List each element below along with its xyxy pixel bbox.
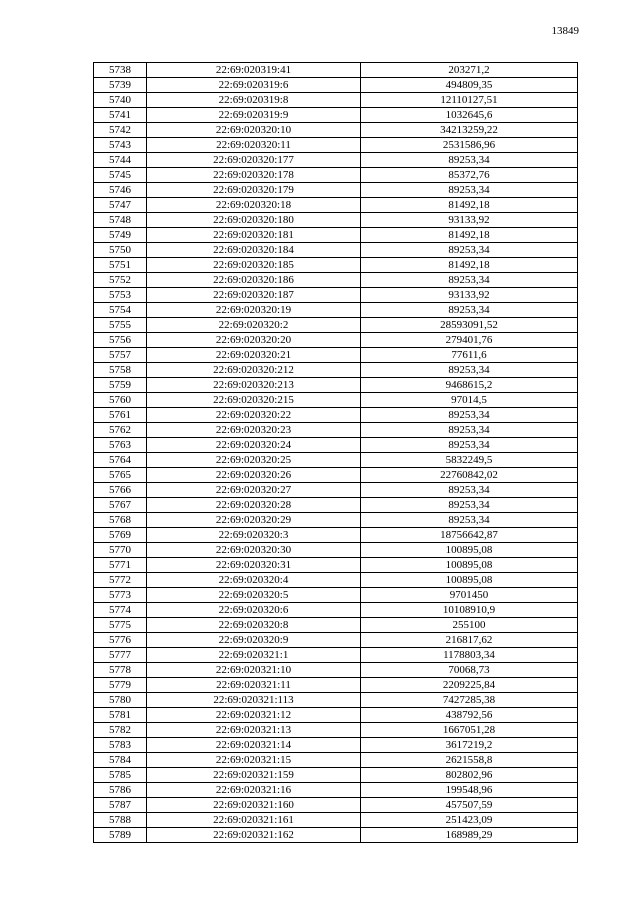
table-row	[94, 228, 578, 243]
cadastral-number-cell: 22:69:020319:8	[147, 93, 361, 108]
table-row	[94, 348, 578, 363]
table-row	[94, 78, 578, 93]
cadastral-number-cell: 22:69:020320:25	[147, 453, 361, 468]
cadastral-number-cell: 22:69:020321:14	[147, 738, 361, 753]
table-row	[94, 243, 578, 258]
table-row	[94, 783, 578, 798]
value-cell: 81492,18	[361, 258, 578, 273]
table-row	[94, 198, 578, 213]
value-cell: 251423,09	[361, 813, 578, 828]
value-cell: 10108910,9	[361, 603, 578, 618]
table-row	[94, 333, 578, 348]
row-number-cell: 5756	[94, 333, 147, 348]
cadastral-number-cell: 22:69:020320:179	[147, 183, 361, 198]
row-number-cell: 5740	[94, 93, 147, 108]
table-row	[94, 213, 578, 228]
row-number-cell: 5752	[94, 273, 147, 288]
row-number-cell: 5744	[94, 153, 147, 168]
row-number-cell: 5770	[94, 543, 147, 558]
table-row	[94, 378, 578, 393]
cadastral-number-cell: 22:69:020321:1	[147, 648, 361, 663]
table-row	[94, 588, 578, 603]
value-cell: 18756642,87	[361, 528, 578, 543]
table-row	[94, 63, 578, 78]
cadastral-number-cell: 22:69:020321:162	[147, 828, 361, 843]
cadastral-number-cell: 22:69:020321:12	[147, 708, 361, 723]
row-number-cell: 5739	[94, 78, 147, 93]
row-number-cell: 5742	[94, 123, 147, 138]
cadastral-number-cell: 22:69:020320:9	[147, 633, 361, 648]
table-row	[94, 648, 578, 663]
value-cell: 1667051,28	[361, 723, 578, 738]
row-number-cell: 5788	[94, 813, 147, 828]
cadastral-number-cell: 22:69:020320:3	[147, 528, 361, 543]
value-cell: 216817,62	[361, 633, 578, 648]
cadastral-number-cell: 22:69:020319:6	[147, 78, 361, 93]
value-cell: 93133,92	[361, 288, 578, 303]
value-cell: 802802,96	[361, 768, 578, 783]
value-cell: 2209225,84	[361, 678, 578, 693]
cadastral-number-cell: 22:69:020321:10	[147, 663, 361, 678]
row-number-cell: 5773	[94, 588, 147, 603]
value-cell: 22760842,02	[361, 468, 578, 483]
row-number-cell: 5762	[94, 423, 147, 438]
cadastral-number-cell: 22:69:020321:161	[147, 813, 361, 828]
table-row	[94, 273, 578, 288]
table-row	[94, 438, 578, 453]
cadastral-number-cell: 22:69:020320:21	[147, 348, 361, 363]
table-row	[94, 123, 578, 138]
row-number-cell: 5774	[94, 603, 147, 618]
table-row	[94, 393, 578, 408]
table-row	[94, 738, 578, 753]
value-cell: 89253,34	[361, 153, 578, 168]
row-number-cell: 5779	[94, 678, 147, 693]
value-cell: 34213259,22	[361, 123, 578, 138]
cadastral-number-cell: 22:69:020321:11	[147, 678, 361, 693]
table-row	[94, 453, 578, 468]
table-row	[94, 153, 578, 168]
row-number-cell: 5786	[94, 783, 147, 798]
value-cell: 93133,92	[361, 213, 578, 228]
value-cell: 12110127,51	[361, 93, 578, 108]
row-number-cell: 5784	[94, 753, 147, 768]
row-number-cell: 5757	[94, 348, 147, 363]
value-cell: 438792,56	[361, 708, 578, 723]
table-body	[94, 63, 578, 843]
value-cell: 89253,34	[361, 408, 578, 423]
value-cell: 279401,76	[361, 333, 578, 348]
value-cell: 89253,34	[361, 423, 578, 438]
row-number-cell: 5771	[94, 558, 147, 573]
cadastral-number-cell: 22:69:020320:26	[147, 468, 361, 483]
value-cell: 89253,34	[361, 183, 578, 198]
cadastral-number-cell: 22:69:020320:27	[147, 483, 361, 498]
row-number-cell: 5782	[94, 723, 147, 738]
table-row	[94, 798, 578, 813]
cadastral-value-table	[93, 62, 578, 843]
table-row	[94, 258, 578, 273]
cadastral-number-cell: 22:69:020320:24	[147, 438, 361, 453]
cadastral-number-cell: 22:69:020320:31	[147, 558, 361, 573]
value-cell: 28593091,52	[361, 318, 578, 333]
cadastral-number-cell: 22:69:020319:41	[147, 63, 361, 78]
cadastral-number-cell: 22:69:020320:8	[147, 618, 361, 633]
value-cell: 494809,35	[361, 78, 578, 93]
row-number-cell: 5776	[94, 633, 147, 648]
cadastral-number-cell: 22:69:020320:178	[147, 168, 361, 183]
value-cell: 5832249,5	[361, 453, 578, 468]
value-cell: 100895,08	[361, 558, 578, 573]
value-cell: 203271,2	[361, 63, 578, 78]
value-cell: 168989,29	[361, 828, 578, 843]
value-cell: 2531586,96	[361, 138, 578, 153]
table-row	[94, 138, 578, 153]
cadastral-number-cell: 22:69:020320:2	[147, 318, 361, 333]
value-cell: 1032645,6	[361, 108, 578, 123]
value-cell: 89253,34	[361, 483, 578, 498]
row-number-cell: 5763	[94, 438, 147, 453]
table-row	[94, 183, 578, 198]
cadastral-number-cell: 22:69:020320:180	[147, 213, 361, 228]
table-row	[94, 408, 578, 423]
table-row	[94, 363, 578, 378]
value-cell: 89253,34	[361, 363, 578, 378]
row-number-cell: 5785	[94, 768, 147, 783]
row-number-cell: 5758	[94, 363, 147, 378]
table-row	[94, 528, 578, 543]
table-row	[94, 693, 578, 708]
value-cell: 81492,18	[361, 198, 578, 213]
table-row	[94, 813, 578, 828]
value-cell: 77611,6	[361, 348, 578, 363]
row-number-cell: 5753	[94, 288, 147, 303]
value-cell: 89253,34	[361, 438, 578, 453]
table-row	[94, 678, 578, 693]
value-cell: 89253,34	[361, 498, 578, 513]
row-number-cell: 5775	[94, 618, 147, 633]
cadastral-number-cell: 22:69:020321:113	[147, 693, 361, 708]
table-row	[94, 618, 578, 633]
row-number-cell: 5769	[94, 528, 147, 543]
value-cell: 199548,96	[361, 783, 578, 798]
row-number-cell: 5743	[94, 138, 147, 153]
value-cell: 3617219,2	[361, 738, 578, 753]
row-number-cell: 5783	[94, 738, 147, 753]
table-row	[94, 318, 578, 333]
table-row	[94, 768, 578, 783]
row-number-cell: 5761	[94, 408, 147, 423]
row-number-cell: 5750	[94, 243, 147, 258]
cadastral-number-cell: 22:69:020321:15	[147, 753, 361, 768]
table-row	[94, 663, 578, 678]
table-row	[94, 468, 578, 483]
table-row	[94, 828, 578, 843]
cadastral-number-cell: 22:69:020320:30	[147, 543, 361, 558]
cadastral-number-cell: 22:69:020320:184	[147, 243, 361, 258]
value-cell: 457507,59	[361, 798, 578, 813]
value-cell: 9701450	[361, 588, 578, 603]
value-cell: 97014,5	[361, 393, 578, 408]
cadastral-number-cell: 22:69:020320:6	[147, 603, 361, 618]
value-cell: 70068,73	[361, 663, 578, 678]
cadastral-number-cell: 22:69:020320:215	[147, 393, 361, 408]
cadastral-number-cell: 22:69:020320:181	[147, 228, 361, 243]
row-number-cell: 5759	[94, 378, 147, 393]
cadastral-number-cell: 22:69:020320:5	[147, 588, 361, 603]
value-cell: 2621558,8	[361, 753, 578, 768]
row-number-cell: 5777	[94, 648, 147, 663]
row-number-cell: 5741	[94, 108, 147, 123]
table-row	[94, 543, 578, 558]
cadastral-number-cell: 22:69:020321:160	[147, 798, 361, 813]
row-number-cell: 5780	[94, 693, 147, 708]
cadastral-number-cell: 22:69:020320:177	[147, 153, 361, 168]
table-row	[94, 93, 578, 108]
cadastral-number-cell: 22:69:020321:13	[147, 723, 361, 738]
row-number-cell: 5778	[94, 663, 147, 678]
cadastral-number-cell: 22:69:020321:16	[147, 783, 361, 798]
table-row	[94, 603, 578, 618]
page-number: 13849	[551, 25, 579, 37]
value-cell: 89253,34	[361, 513, 578, 528]
cadastral-number-cell: 22:69:020320:29	[147, 513, 361, 528]
row-number-cell: 5768	[94, 513, 147, 528]
row-number-cell: 5764	[94, 453, 147, 468]
table-row	[94, 753, 578, 768]
table-row	[94, 168, 578, 183]
row-number-cell: 5749	[94, 228, 147, 243]
value-cell: 9468615,2	[361, 378, 578, 393]
value-cell: 100895,08	[361, 573, 578, 588]
value-cell: 89253,34	[361, 303, 578, 318]
value-cell: 100895,08	[361, 543, 578, 558]
table-row	[94, 288, 578, 303]
row-number-cell: 5760	[94, 393, 147, 408]
cadastral-number-cell: 22:69:020320:11	[147, 138, 361, 153]
cadastral-number-cell: 22:69:020320:28	[147, 498, 361, 513]
cadastral-number-cell: 22:69:020320:20	[147, 333, 361, 348]
value-cell: 89253,34	[361, 273, 578, 288]
value-cell: 85372,76	[361, 168, 578, 183]
row-number-cell: 5748	[94, 213, 147, 228]
table-row	[94, 483, 578, 498]
row-number-cell: 5746	[94, 183, 147, 198]
value-cell: 7427285,38	[361, 693, 578, 708]
table-row	[94, 708, 578, 723]
value-cell: 255100	[361, 618, 578, 633]
table-row	[94, 558, 578, 573]
row-number-cell: 5766	[94, 483, 147, 498]
row-number-cell: 5747	[94, 198, 147, 213]
cadastral-number-cell: 22:69:020320:212	[147, 363, 361, 378]
table-row	[94, 513, 578, 528]
table-row	[94, 723, 578, 738]
cadastral-number-cell: 22:69:020320:22	[147, 408, 361, 423]
cadastral-number-cell: 22:69:020320:10	[147, 123, 361, 138]
row-number-cell: 5789	[94, 828, 147, 843]
row-number-cell: 5787	[94, 798, 147, 813]
table-row	[94, 498, 578, 513]
row-number-cell: 5772	[94, 573, 147, 588]
row-number-cell: 5738	[94, 63, 147, 78]
cadastral-number-cell: 22:69:020320:185	[147, 258, 361, 273]
table-row	[94, 633, 578, 648]
row-number-cell: 5755	[94, 318, 147, 333]
table-row	[94, 423, 578, 438]
cadastral-number-cell: 22:69:020320:19	[147, 303, 361, 318]
cadastral-number-cell: 22:69:020320:187	[147, 288, 361, 303]
cadastral-number-cell: 22:69:020320:186	[147, 273, 361, 288]
table-row	[94, 108, 578, 123]
cadastral-number-cell: 22:69:020320:18	[147, 198, 361, 213]
value-cell: 89253,34	[361, 243, 578, 258]
cadastral-number-cell: 22:69:020320:23	[147, 423, 361, 438]
row-number-cell: 5754	[94, 303, 147, 318]
value-cell: 1178803,34	[361, 648, 578, 663]
row-number-cell: 5745	[94, 168, 147, 183]
row-number-cell: 5751	[94, 258, 147, 273]
table-row	[94, 573, 578, 588]
cadastral-number-cell: 22:69:020320:4	[147, 573, 361, 588]
cadastral-number-cell: 22:69:020321:159	[147, 768, 361, 783]
row-number-cell: 5767	[94, 498, 147, 513]
value-cell: 81492,18	[361, 228, 578, 243]
cadastral-number-cell: 22:69:020319:9	[147, 108, 361, 123]
table-row	[94, 303, 578, 318]
row-number-cell: 5765	[94, 468, 147, 483]
row-number-cell: 5781	[94, 708, 147, 723]
cadastral-number-cell: 22:69:020320:213	[147, 378, 361, 393]
